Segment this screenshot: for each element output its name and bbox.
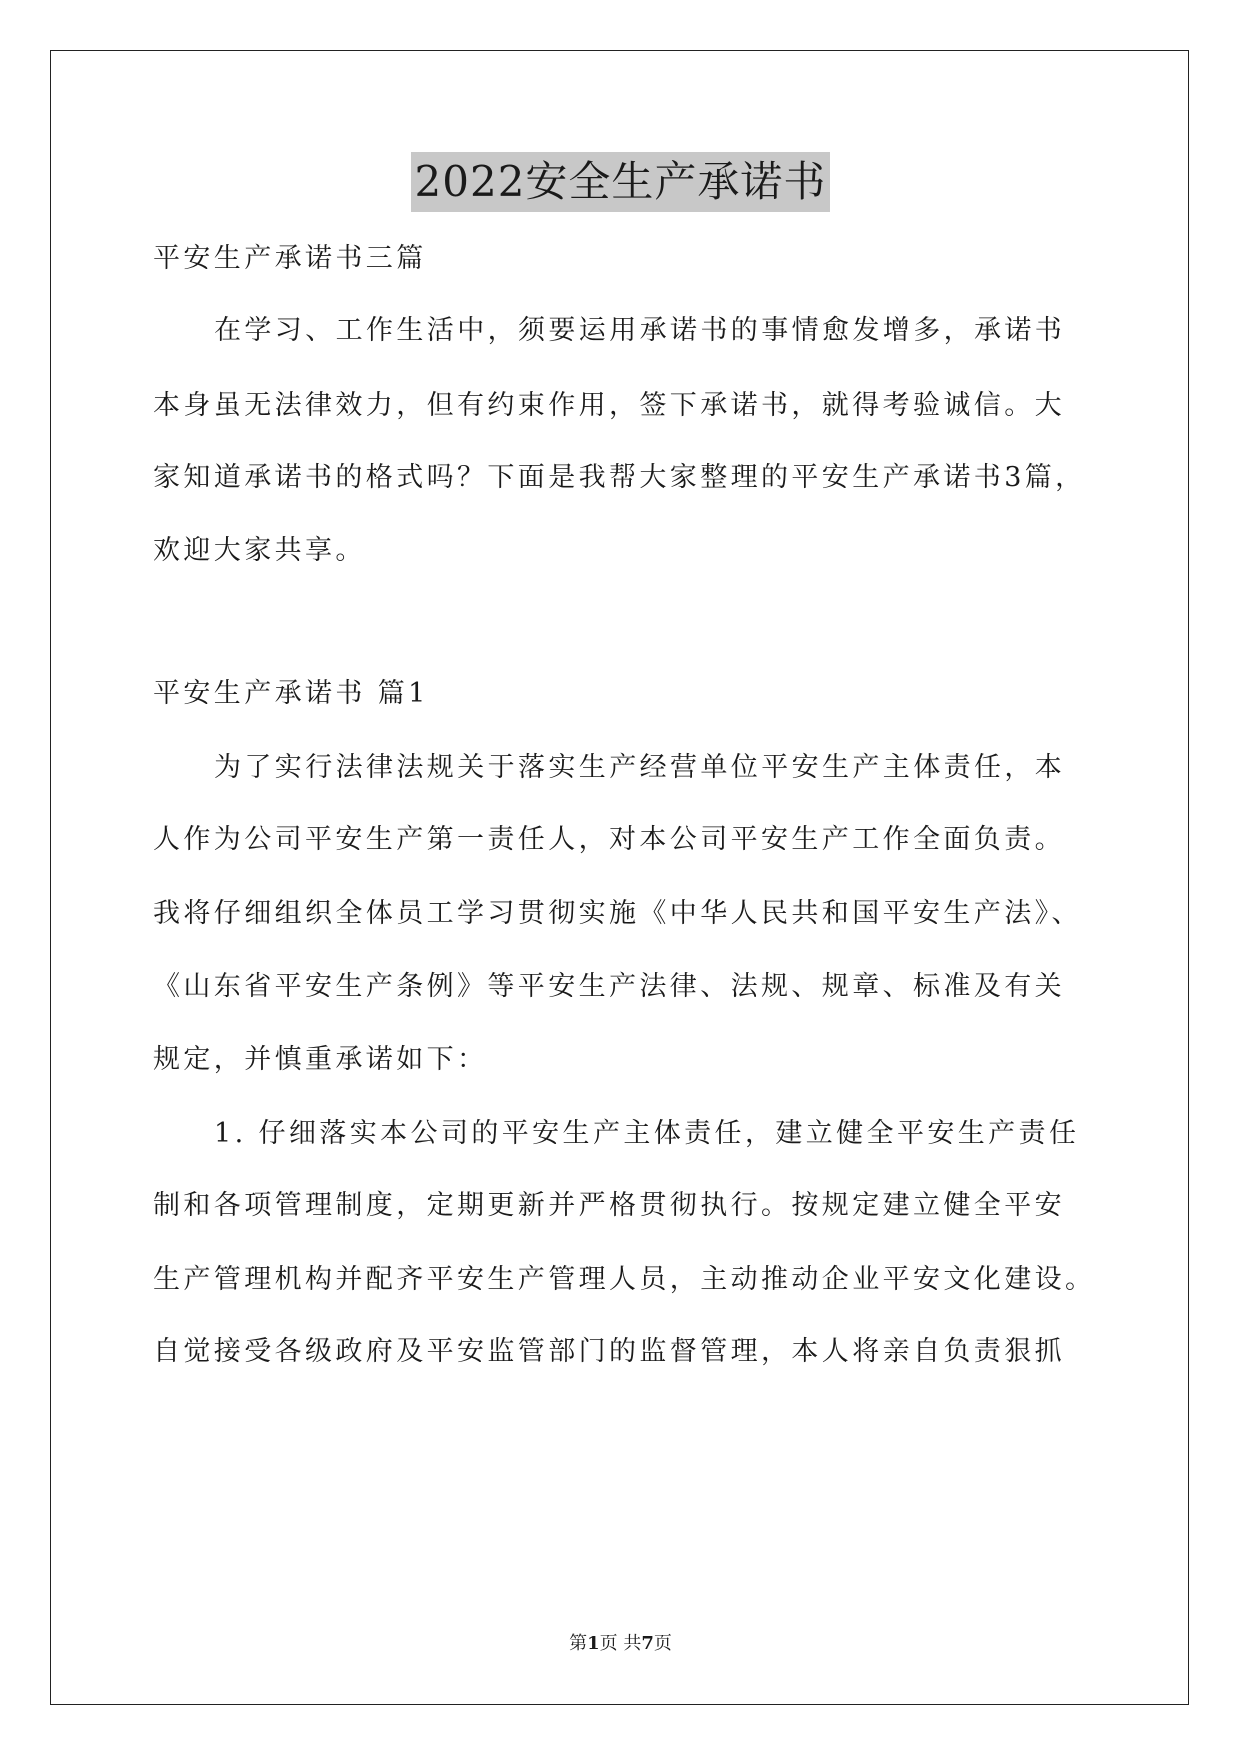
paragraph-line: 本身虽无法律效力，但有约束作用，签下承诺书，就得考验诚信。大 — [153, 390, 1065, 421]
list-item-line: 1. 仔细落实本公司的平安生产主体责任，建立健全平安生产责任 — [214, 1118, 1080, 1149]
subtitle: 平安生产承诺书三篇 — [153, 243, 427, 274]
section-heading: 平安生产承诺书 篇1 — [153, 678, 429, 709]
page-mid: 页 共 — [599, 1633, 642, 1654]
paragraph-line: 欢迎大家共享。 — [153, 535, 366, 566]
paragraph-line: 规定，并慎重承诺如下： — [153, 1044, 488, 1075]
paragraph-line: 家知道承诺书的格式吗？下面是我帮大家整理的平安生产承诺书3篇， — [153, 462, 1086, 493]
paragraph-line: 在学习、工作生活中，须要运用承诺书的事情愈发增多，承诺书 — [214, 315, 1066, 346]
paragraph-line: 人作为公司平安生产第一责任人，对本公司平安生产工作全面负责。 — [153, 824, 1065, 855]
page-total: 7 — [641, 1633, 654, 1654]
document-title — [0, 152, 1241, 212]
page-current: 1 — [587, 1633, 600, 1654]
title-text: 2022安全生产承诺书 — [411, 152, 831, 212]
page-suffix: 页 — [653, 1633, 672, 1654]
page-border — [50, 50, 1189, 1705]
paragraph-line: 我将仔细组织全体员工学习贯彻实施《中华人民共和国平安生产法》、 — [153, 898, 1082, 929]
list-item-line: 生产管理机构并配齐平安生产管理人员，主动推动企业平安文化建设。 — [153, 1264, 1096, 1295]
list-item-line: 制和各项管理制度，定期更新并严格贯彻执行。按规定建立健全平安 — [153, 1190, 1065, 1221]
page-footer — [0, 1632, 1241, 1656]
paragraph-line: 为了实行法律法规关于落实生产经营单位平安生产主体责任，本 — [214, 752, 1066, 783]
paragraph-line: 《山东省平安生产条例》等平安生产法律、法规、规章、标准及有关 — [153, 971, 1065, 1002]
page-prefix: 第 — [569, 1633, 588, 1654]
list-item-line: 自觉接受各级政府及平安监管部门的监督管理，本人将亲自负责狠抓 — [153, 1336, 1065, 1367]
